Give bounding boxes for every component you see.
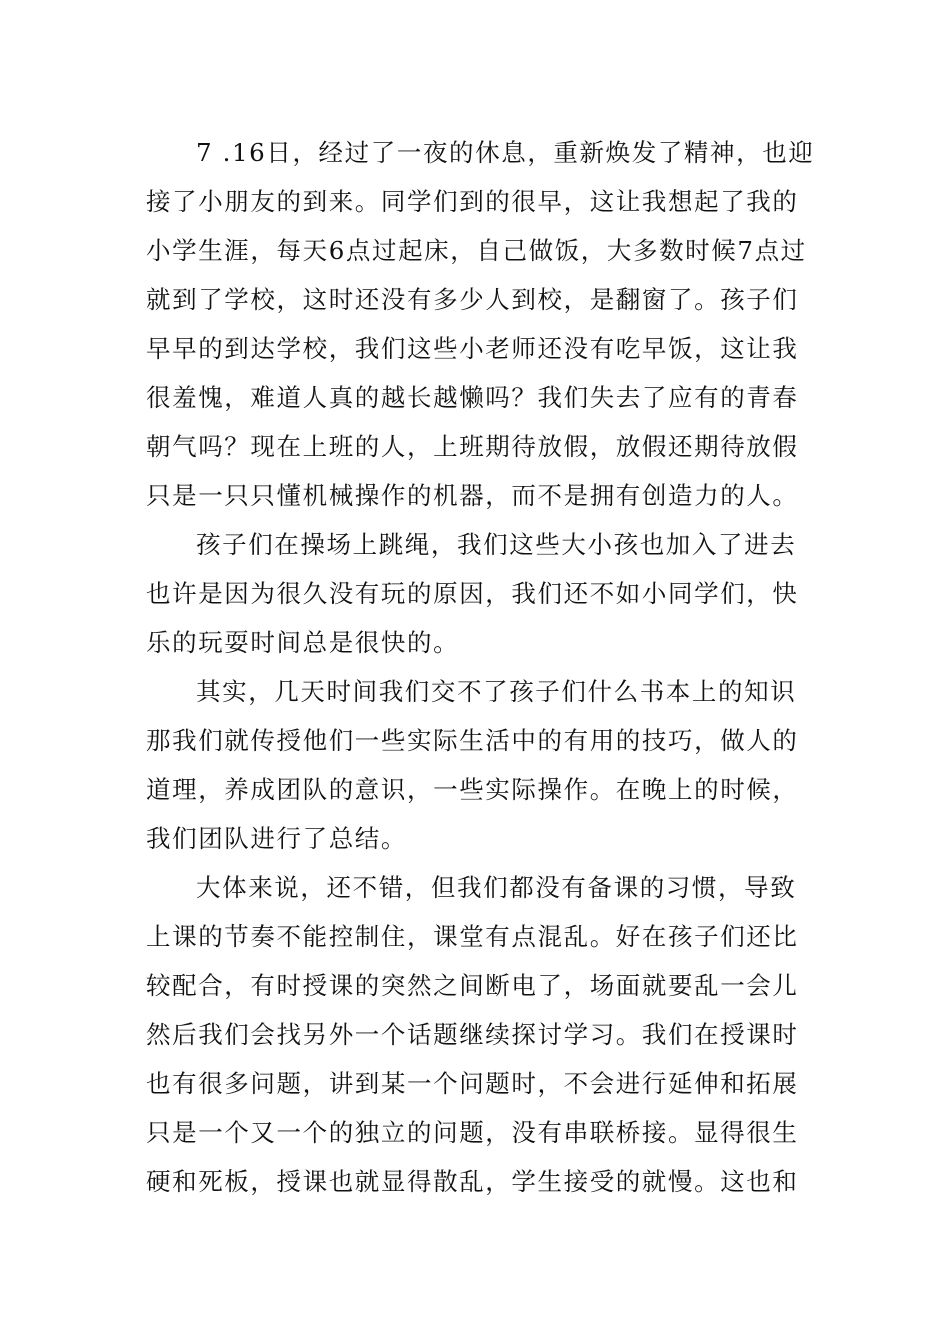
text-line: 乐的玩耍时间总是很快的。 bbox=[146, 628, 460, 657]
text-line: 朝气吗？现在上班的人，上班期待放假，放假还期待放假 bbox=[146, 432, 799, 461]
text-line: 那我们就传授他们一些实际生活中的有用的技巧，做人的 bbox=[146, 726, 799, 755]
text-line: 孩子们在操场上跳绳，我们这些大小孩也加入了进去 bbox=[196, 530, 797, 559]
text-line: 也许是因为很久没有玩的原因，我们还不如小同学们，快 bbox=[146, 579, 799, 608]
text-line: 只是一个又一个的独立的问题，没有串联桥接。显得很生 bbox=[146, 1118, 799, 1147]
text-line: 较配合，有时授课的突然之间断电了，场面就要乱一会儿 bbox=[146, 971, 799, 1000]
document-body bbox=[146, 128, 815, 1206]
text-line: 其实，几天时间我们交不了孩子们什么书本上的知识 bbox=[196, 677, 797, 706]
paragraph-4 bbox=[146, 863, 806, 1206]
text-line: 我们团队进行了总结。 bbox=[146, 824, 407, 853]
text-line: 道理，养成团队的意识，一些实际操作。在晚上的时候， bbox=[146, 775, 799, 804]
text-line: 只是一只只懂机械操作的机器，而不是拥有创造力的人。 bbox=[146, 481, 799, 510]
text-line: 大体来说，还不错，但我们都没有备课的习惯，导致 bbox=[196, 873, 797, 902]
paragraph-2 bbox=[146, 520, 806, 667]
text-line: 接了小朋友的到来。同学们到的很早，这让我想起了我的 bbox=[146, 187, 799, 216]
text-line: 很羞愧，难道人真的越长越懒吗？我们失去了应有的青春 bbox=[146, 383, 799, 412]
text-line: 早早的到达学校，我们这些小老师还没有吃早饭，这让我 bbox=[146, 334, 799, 363]
text-line: 硬和死板，授课也就显得散乱，学生接受的就慢。这也和 bbox=[146, 1167, 799, 1196]
text-line: 然后我们会找另外一个话题继续探讨学习。我们在授课时 bbox=[146, 1020, 799, 1049]
paragraph-3 bbox=[146, 667, 806, 863]
text-line: 就到了学校，这时还没有多少人到校，是翻窗了。孩子们 bbox=[146, 285, 799, 314]
text-line: 小学生涯，每天6点过起床，自己做饭，大多数时候7点过 bbox=[146, 236, 807, 265]
text-line: 7 .16日，经过了一夜的休息，重新焕发了精神，也迎 bbox=[196, 138, 815, 167]
paragraph-1 bbox=[146, 128, 815, 520]
text-line: 也有很多问题，讲到某一个问题时，不会进行延伸和拓展 bbox=[146, 1069, 799, 1098]
text-line: 上课的节奏不能控制住，课堂有点混乱。好在孩子们还比 bbox=[146, 922, 799, 951]
